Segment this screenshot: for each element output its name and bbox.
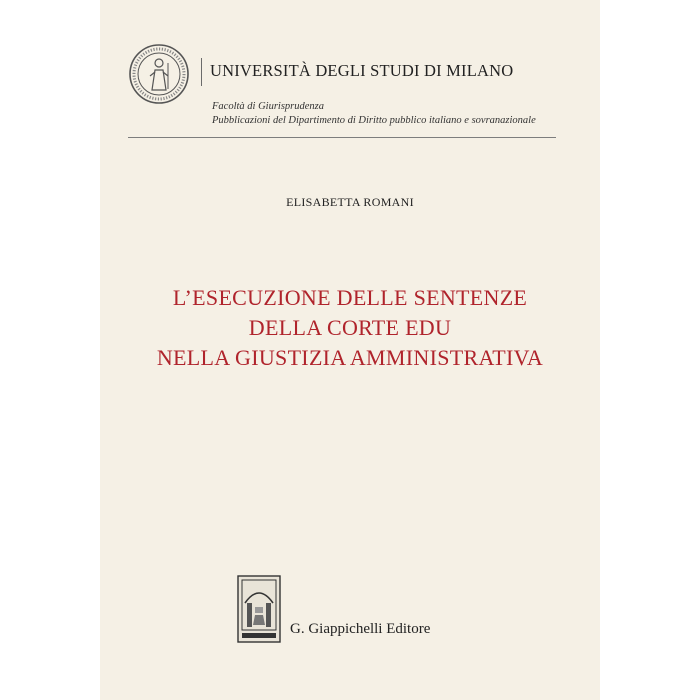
author-name: ELISABETTA ROMANI	[286, 195, 414, 209]
title-line: NELLA GIUSTIZIA AMMINISTRATIVA	[156, 345, 544, 370]
publisher-name: G. Giappichelli Editore	[290, 621, 431, 637]
title-line: DELLA CORTE EDU	[248, 315, 452, 340]
publisher-logo-icon	[237, 575, 281, 643]
university-name: UNIVERSITÀ DEGLI STUDI DI MILANO	[210, 61, 514, 80]
title-line: L’ESECUZIONE DELLE SENTENZE	[172, 285, 528, 310]
series-name: Pubblicazioni del Dipartimento di Diritto pubblico italiano e sovranazionale	[212, 115, 536, 126]
header-rule	[128, 137, 556, 138]
book-title	[100, 283, 600, 373]
faculty-name: Facoltà di Giurisprudenza	[212, 101, 324, 112]
university-seal-icon	[128, 43, 190, 105]
header-divider	[201, 58, 202, 86]
